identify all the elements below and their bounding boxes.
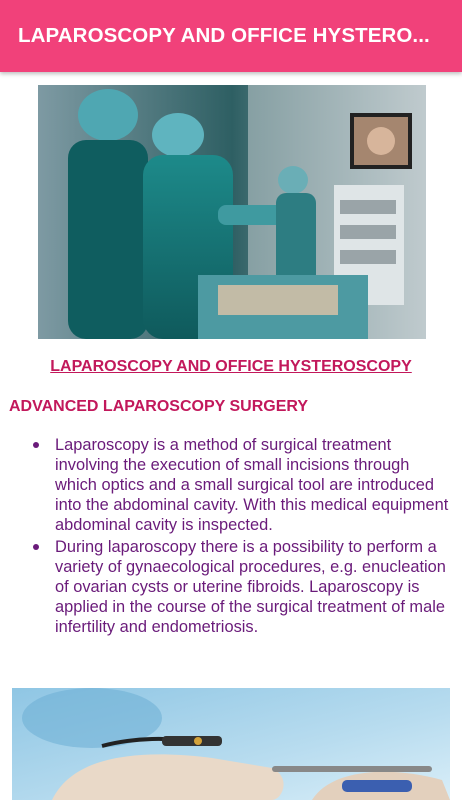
list-item bbox=[30, 537, 455, 637]
list-item bbox=[30, 435, 455, 535]
operating-room-illustration bbox=[38, 85, 426, 339]
app-bar-title: LAPAROSCOPY AND OFFICE HYSTERO... bbox=[18, 24, 430, 47]
section-subheading: ADVANCED LAPAROSCOPY SURGERY bbox=[9, 398, 308, 415]
bullet-text: During laparoscopy there is a possibility to perform a variety of gynaecological procedures, e.g. enucleation of ovarian cysts or uterine fibroids. Laparoscopy is applied in the course of the surgical treatment of male infertility and endometriosis. bbox=[55, 538, 446, 636]
app-bar bbox=[0, 0, 462, 72]
instrument-illustration bbox=[12, 688, 450, 800]
bullet-text: Laparoscopy is a method of surgical treatment involving the execution of small incisions through which optics and a small surgical tool are introduced into the abdominal cavity. With this medical equipment abdominal cavity is inspected. bbox=[55, 436, 449, 534]
bullet-icon bbox=[33, 442, 39, 448]
operating-room-photo bbox=[38, 85, 426, 339]
laparoscopic-instrument-photo bbox=[12, 688, 450, 800]
bullet-list bbox=[30, 435, 455, 639]
bullet-icon bbox=[33, 544, 39, 550]
page-heading-link[interactable]: LAPAROSCOPY AND OFFICE HYSTEROSCOPY bbox=[50, 358, 412, 375]
